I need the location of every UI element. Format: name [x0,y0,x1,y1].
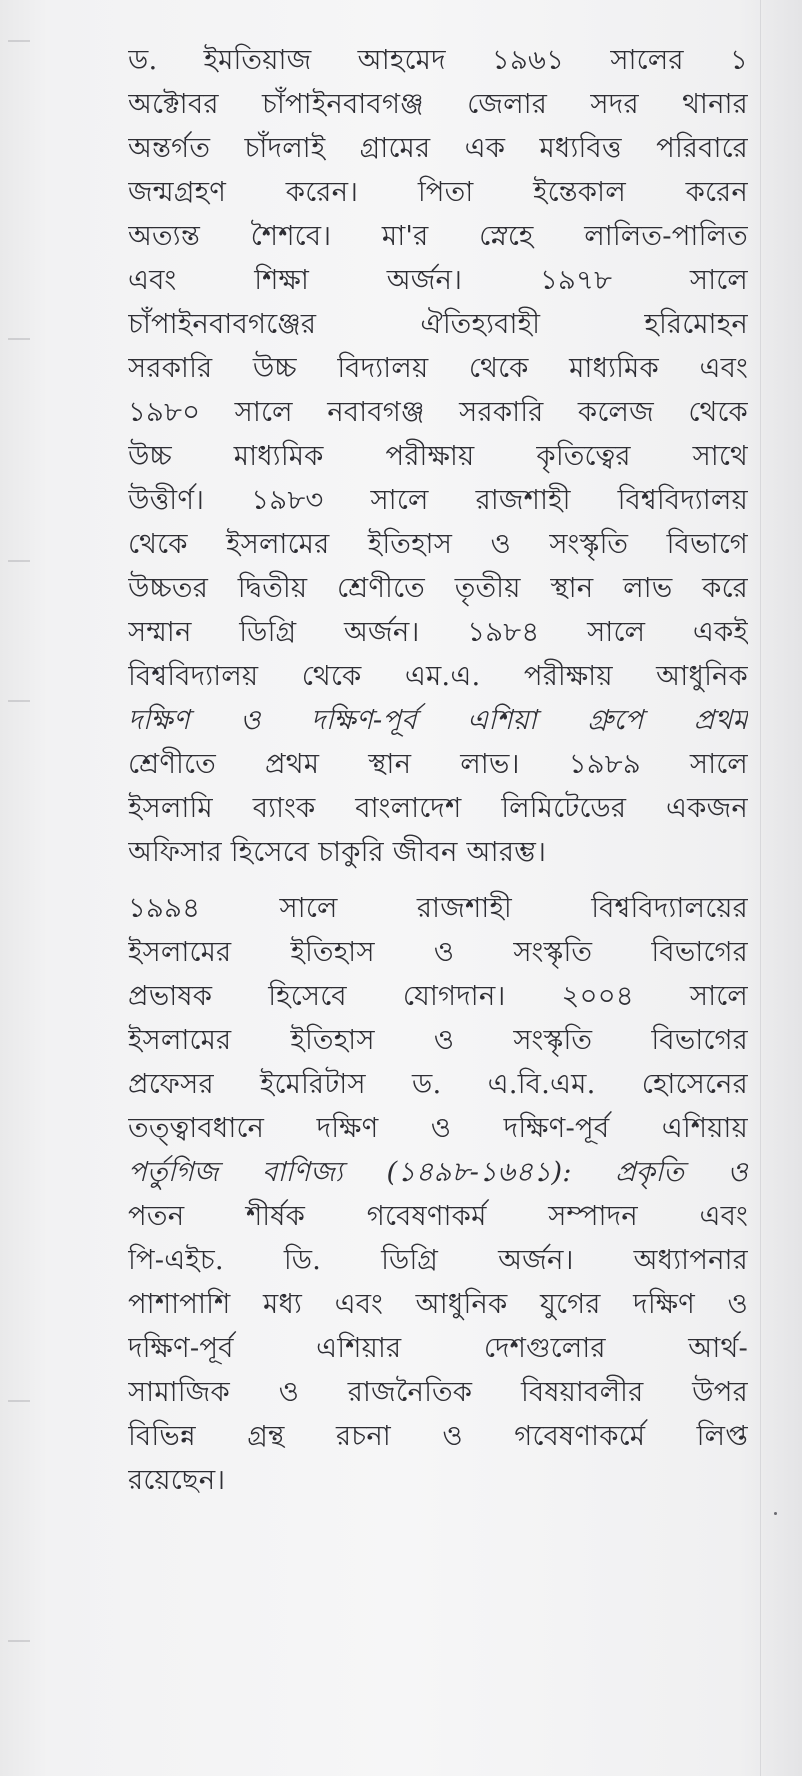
text-line: প্রফেসর ইমেরিটাস ড. এ.বি.এম. হোসেনের [128,1068,748,1100]
text-line: উচ্চতর দ্বিতীয় শ্রেণীতে তৃতীয় স্থান লাভ করে [128,572,748,604]
text-line: উচ্চ মাধ্যমিক পরীক্ষায় কৃতিত্বের সাথে [128,440,748,472]
text-line: উত্তীর্ণ। ১৯৮৩ সালে রাজশাহী বিশ্ববিদ্যালয় [128,484,748,516]
text-line: পাশাপাশি মধ্য এবং আধুনিক যুগের দক্ষিণ ও [128,1288,748,1320]
text-line: পি-এইচ. ডি. ডিগ্রি অর্জন। অধ্যাপনার [128,1244,748,1276]
edge-mark [8,700,30,702]
text-line: ইসলামের ইতিহাস ও সংস্কৃতি বিভাগের [128,1024,748,1056]
text-line: জন্মগ্রহণ করেন। পিতা ইন্তেকাল করেন [128,176,748,208]
text-line: অফিসার হিসেবে চাকুরি জীবন আরম্ভ। [128,836,547,868]
text-line: থেকে ইসলামের ইতিহাস ও সংস্কৃতি বিভাগে [128,528,748,560]
edge-mark [8,560,30,562]
text-line: রয়েছেন। [128,1464,226,1496]
text-line: সরকারি উচ্চ বিদ্যালয় থেকে মাধ্যমিক এবং [128,352,748,384]
text-line: ১৯৮০ সালে নবাবগঞ্জ সরকারি কলেজ থেকে [128,396,748,428]
edge-mark [8,1400,30,1402]
text-line: ইসলামের ইতিহাস ও সংস্কৃতি বিভাগের [128,936,748,968]
text-line: বিশ্ববিদ্যালয় থেকে এম.এ. পরীক্ষায় আধুনিক [128,660,748,692]
paragraph-biography [128,38,748,874]
text-line: অত্যন্ত শৈশবে। মা'র স্নেহে লালিত-পালিত [128,220,748,252]
text-line: বিভিন্ন গ্রন্থ রচনা ও গবেষণাকর্মে লিপ্ত [128,1420,748,1452]
text-line: প্রভাষক হিসেবে যোগদান। ২০০৪ সালে [128,980,748,1012]
edge-mark [8,338,30,340]
text-line: ১৯৯৪ সালে রাজশাহী বিশ্ববিদ্যালয়ের [128,892,748,924]
text-line: চাঁপাইনবাবগঞ্জের ঐতিহ্যবাহী হরিমোহন [128,308,748,340]
text-line: পতন শীর্ষক গবেষণাকর্ম সম্পাদন এবং [128,1200,748,1232]
text-line: ইসলামি ব্যাংক বাংলাদেশ লিমিটেডের একজন [128,792,748,824]
paragraph-career [128,886,748,1502]
text-line: সামাজিক ও রাজনৈতিক বিষয়াবলীর উপর [128,1376,748,1408]
dust-speck [774,1512,777,1515]
text-line: দক্ষিণ-পূর্ব এশিয়ার দেশগুলোর আর্থ- [128,1332,748,1364]
text-line: অন্তর্গত চাঁদলাই গ্রামের এক মধ্যবিত্ত পরিবারে [128,132,748,164]
page-crease [760,0,761,1776]
edge-mark [8,40,30,42]
text-line: শ্রেণীতে প্রথম স্থান লাভ। ১৯৮৯ সালে [128,748,748,780]
text-line: তত্ত্বাবধানে দক্ষিণ ও দক্ষিণ-পূর্ব এশিয়ায় [128,1112,748,1144]
text-line: দক্ষিণ ও দক্ষিণ-পূর্ব এশিয়া গ্রুপে প্রথম [128,704,748,736]
edge-mark [8,1640,30,1642]
text-line: অক্টোবর চাঁপাইনবাবগঞ্জ জেলার সদর থানার [128,88,748,120]
text-line: ড. ইমতিয়াজ আহমেদ ১৯৬১ সালের ১ [128,44,748,76]
text-line: সম্মান ডিগ্রি অর্জন। ১৯৮৪ সালে একই [128,616,748,648]
text-line: পর্তুগিজ বাণিজ্য (১৪৯৮-১৬৪১): প্রকৃতি ও [128,1156,748,1188]
body-text [128,38,748,1502]
text-line: এবং শিক্ষা অর্জন। ১৯৭৮ সালে [128,264,748,296]
